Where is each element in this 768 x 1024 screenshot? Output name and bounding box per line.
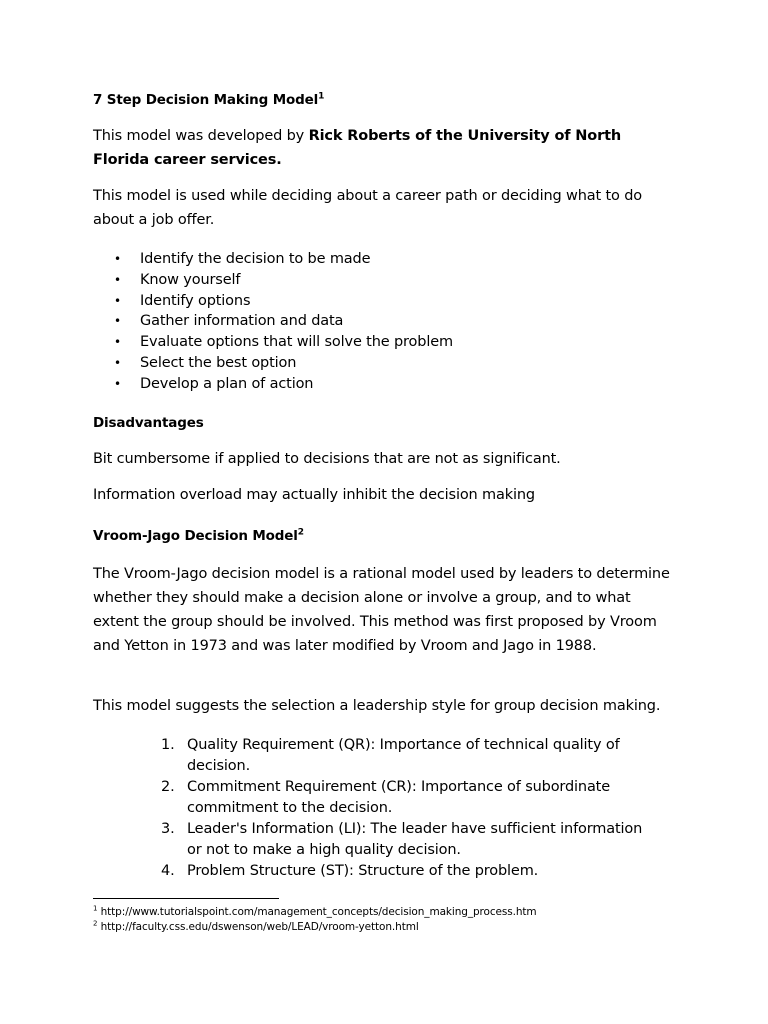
bullet-icon: • xyxy=(114,335,121,350)
factor-text: Quality Requirement (QR): Importance of technical quality of decision. xyxy=(187,737,620,774)
list-item xyxy=(0,735,647,777)
usage-paragraph: This model is used while deciding about a career path or deciding what to do about a job offer. xyxy=(93,188,642,228)
bullet-icon: • xyxy=(114,355,121,370)
factor-text: Leader's Information (LI): The leader have sufficient information or not to make a high quality decision. xyxy=(187,821,643,858)
section-title-text: Vroom-Jago Decision Model xyxy=(93,528,298,544)
bullet-icon: • xyxy=(114,272,121,287)
bullet-icon: • xyxy=(114,293,121,308)
section-title-text: 7 Step Decision Making Model xyxy=(93,92,319,108)
footnote-number: 2 xyxy=(93,919,98,928)
step-text: Know yourself xyxy=(140,271,241,288)
step-text: Identify options xyxy=(140,292,251,309)
list-item xyxy=(0,374,700,395)
list-item xyxy=(0,291,700,312)
footnote-link[interactable]: http://www.tutorialspoint.com/management_concepts/decision_making_process.htm xyxy=(97,906,537,918)
disadvantage-paragraph-1: Bit cumbersome if applied to decisions that are not as significant. xyxy=(93,451,561,467)
step-text: Gather information and data xyxy=(140,313,344,330)
list-item xyxy=(0,819,647,861)
vroom-jago-paragraph: The Vroom-Jago decision model is a rational model used by leaders to determine whether they should make a decision alone or involve a group, and to what extent the group should be involved. This method was first proposed by Vroom and Yetton in 1973 and was later modified by Vroom and Jago in 1988. xyxy=(93,566,670,654)
steps-list xyxy=(0,249,700,395)
list-item xyxy=(0,353,700,374)
leadership-paragraph: This model suggests the selection a leadership style for group decision making. xyxy=(93,698,661,714)
list-number: 2. xyxy=(161,779,175,795)
footnote-link[interactable]: http://faculty.css.edu/dswenson/web/LEAD/vroom-yetton.html xyxy=(97,921,419,933)
list-item xyxy=(0,311,700,332)
developer-paragraph xyxy=(93,124,673,172)
developer-prefix: This model was developed by xyxy=(93,128,309,144)
factor-text: Problem Structure (ST): Structure of the problem. xyxy=(187,863,539,879)
list-number: 1. xyxy=(161,737,175,753)
list-number: 3. xyxy=(161,821,175,837)
step-text: Develop a plan of action xyxy=(140,375,314,392)
list-number: 4. xyxy=(161,863,175,879)
factor-text: Commitment Requirement (CR): Importance of subordinate commitment to the decision. xyxy=(187,779,610,816)
section-title-vroom-jago xyxy=(93,524,673,548)
list-item xyxy=(0,777,647,819)
list-item xyxy=(0,249,700,270)
step-text: Identify the decision to be made xyxy=(140,251,371,267)
footnote-ref-2: 2 xyxy=(297,527,304,538)
footnote-1 xyxy=(93,905,537,919)
footnote-divider xyxy=(93,898,279,899)
bullet-icon: • xyxy=(114,376,121,391)
section-title-7-step xyxy=(93,88,673,112)
bullet-icon: • xyxy=(114,252,121,266)
step-text: Select the best option xyxy=(140,354,297,371)
list-item xyxy=(0,861,647,882)
list-item xyxy=(0,270,700,291)
list-item xyxy=(0,332,700,353)
step-text: Evaluate options that will solve the problem xyxy=(140,334,453,351)
footnote-2 xyxy=(93,920,419,934)
bullet-icon: • xyxy=(114,314,121,329)
developer-name: Rick Roberts of the University of North Florida career services. xyxy=(93,128,622,168)
footnote-number: 1 xyxy=(93,904,98,913)
factors-list xyxy=(0,735,700,882)
disadvantage-paragraph-2: Information overload may actually inhibit the decision making xyxy=(93,487,535,503)
footnote-ref-1: 1 xyxy=(318,91,325,102)
disadvantages-title: Disadvantages xyxy=(93,415,204,431)
